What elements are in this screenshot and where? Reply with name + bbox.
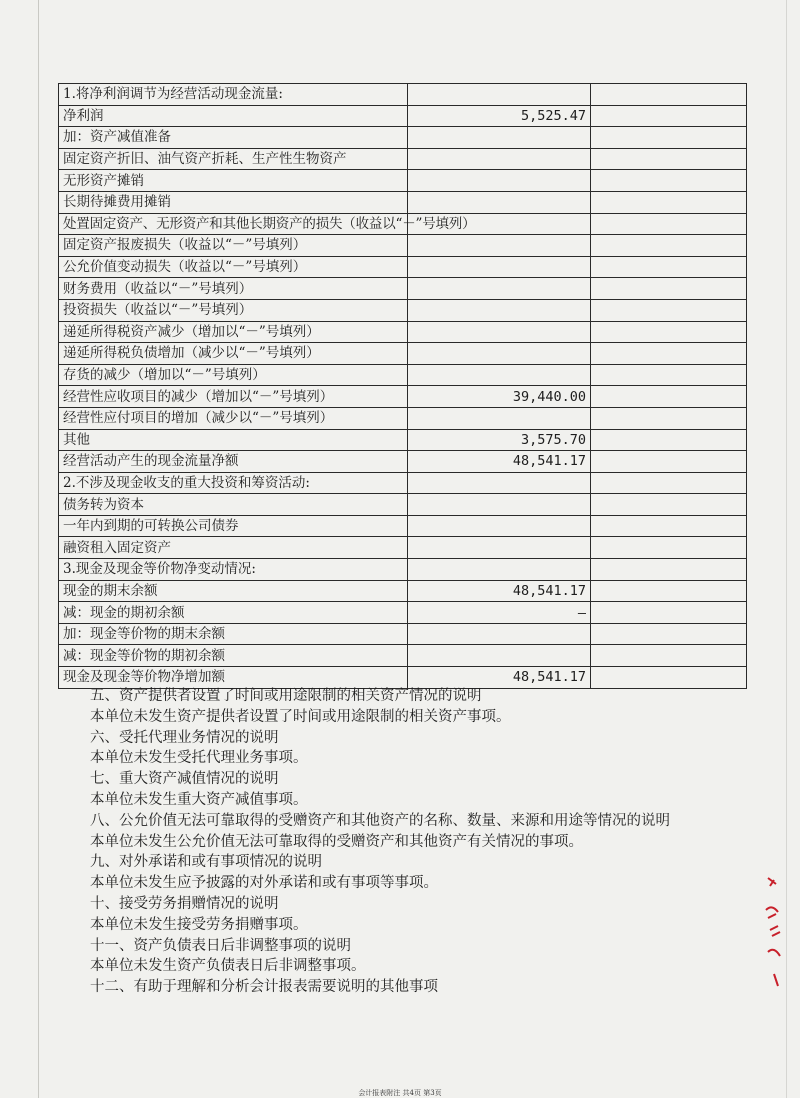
- note-line: 本单位未发生应予披露的对外承诺和或有事项等事项。: [90, 875, 438, 892]
- note-line: 本单位未发生接受劳务捐赠事项。: [90, 916, 308, 933]
- row-label: 加：资产减值准备: [59, 127, 408, 149]
- row-amount: [408, 170, 591, 192]
- note-line: 六、受托代理业务情况的说明: [90, 729, 279, 746]
- row-extra: [591, 148, 747, 170]
- note-line: 七、重大资产减值情况的说明: [90, 771, 279, 788]
- row-label: 投资损失（收益以“－”号填列）: [59, 299, 408, 321]
- row-label: 递延所得税负债增加（减少以“－”号填列）: [59, 343, 408, 365]
- table-row: [59, 127, 747, 149]
- row-extra: [591, 515, 747, 537]
- note-line: 本单位未发生受托代理业务事项。: [90, 750, 308, 767]
- row-label: 一年内到期的可转换公司债券: [59, 515, 408, 537]
- note-line: 本单位未发生资产负债表日后非调整事项。: [90, 958, 366, 975]
- row-extra: [591, 278, 747, 300]
- table-row: [59, 321, 747, 343]
- table-row: [59, 235, 747, 257]
- row-label: 债务转为资本: [59, 494, 408, 516]
- row-label: 经营性应收项目的减少（增加以“－”号填列）: [59, 386, 408, 408]
- row-label: 固定资产折旧、油气资产折耗、生产性生物资产: [59, 148, 408, 170]
- row-label: 加：现金等价物的期末余额: [59, 623, 408, 645]
- row-amount: [408, 191, 591, 213]
- row-extra: [591, 364, 747, 386]
- row-label: 其他: [59, 429, 408, 451]
- row-label: 2.不涉及现金收支的重大投资和筹资活动:: [59, 472, 408, 494]
- table-row: [59, 429, 747, 451]
- row-label: 减：现金的期初余额: [59, 602, 408, 624]
- row-extra: [591, 602, 747, 624]
- table-row: [59, 515, 747, 537]
- row-amount: [408, 559, 591, 581]
- table-row: [59, 299, 747, 321]
- row-amount: 48,541.17: [408, 580, 591, 602]
- row-amount: [408, 515, 591, 537]
- notes-section: [90, 686, 750, 998]
- row-amount: [408, 299, 591, 321]
- table-row: [59, 645, 747, 667]
- row-label: 处置固定资产、无形资产和其他长期资产的损失（收益以“－”号填列）: [59, 213, 408, 235]
- table-row: [59, 559, 747, 581]
- note-line: 本单位未发生资产提供者设置了时间或用途限制的相关资产事项。: [90, 708, 511, 725]
- row-extra: [591, 472, 747, 494]
- row-label: 公允价值变动损失（收益以“－”号填列）: [59, 256, 408, 278]
- table-row: [59, 256, 747, 278]
- row-label: 递延所得税资产减少（增加以“－”号填列）: [59, 321, 408, 343]
- row-extra: [591, 580, 747, 602]
- row-label: 净利润: [59, 105, 408, 127]
- table-row: [59, 191, 747, 213]
- table-row: [59, 407, 747, 429]
- row-label: 现金的期末余额: [59, 580, 408, 602]
- row-label: 无形资产摊销: [59, 170, 408, 192]
- row-amount: [408, 645, 591, 667]
- row-amount: 5,525.47: [408, 105, 591, 127]
- table-row: [59, 343, 747, 365]
- row-amount: [408, 343, 591, 365]
- row-amount: [408, 278, 591, 300]
- row-amount: [408, 537, 591, 559]
- table-row: [59, 451, 747, 473]
- row-label: 固定资产报废损失（收益以“－”号填列）: [59, 235, 408, 257]
- table-row: [59, 105, 747, 127]
- row-amount: 48,541.17: [408, 451, 591, 473]
- table-row: [59, 278, 747, 300]
- row-extra: [591, 235, 747, 257]
- row-label: 经营性应付项目的增加（减少以“－”号填列）: [59, 407, 408, 429]
- row-label: 1.将净利润调节为经营活动现金流量:: [59, 84, 408, 106]
- note-line: 八、公允价值无法可靠取得的受赠资产和其他资产的名称、数量、来源和用途等情况的说明: [90, 812, 670, 829]
- row-amount: [408, 407, 591, 429]
- row-extra: [591, 559, 747, 581]
- row-amount: [408, 256, 591, 278]
- row-amount: [408, 623, 591, 645]
- table-row: [59, 213, 747, 235]
- row-amount: [408, 494, 591, 516]
- table-row: [59, 170, 747, 192]
- red-seal-fragment: [762, 870, 792, 990]
- row-amount: [408, 472, 591, 494]
- note-line: 五、资产提供者设置了时间或用途限制的相关资产情况的说明: [90, 688, 482, 704]
- row-extra: [591, 667, 747, 689]
- row-amount: [408, 127, 591, 149]
- row-extra: [591, 386, 747, 408]
- row-extra: [591, 191, 747, 213]
- table-row: [59, 580, 747, 602]
- row-extra: [591, 537, 747, 559]
- row-extra: [591, 256, 747, 278]
- row-label: 减：现金等价物的期初余额: [59, 645, 408, 667]
- row-label: 财务费用（收益以“－”号填列）: [59, 278, 408, 300]
- note-line: 十二、有助于理解和分析会计报表需要说明的其他事项: [90, 979, 438, 996]
- row-extra: [591, 494, 747, 516]
- table-row: [59, 667, 747, 689]
- row-amount: —: [408, 602, 591, 624]
- row-extra: [591, 343, 747, 365]
- table-row: [59, 386, 747, 408]
- row-label: 经营活动产生的现金流量净额: [59, 451, 408, 473]
- cash-flow-table-body: [59, 84, 747, 689]
- table-row: [59, 537, 747, 559]
- row-amount: [408, 321, 591, 343]
- row-extra: [591, 429, 747, 451]
- row-label: 长期待摊费用摊销: [59, 191, 408, 213]
- row-amount: [408, 148, 591, 170]
- row-label: 存货的减少（增加以“－”号填列）: [59, 364, 408, 386]
- table-row: [59, 364, 747, 386]
- row-amount: [408, 84, 591, 106]
- cash-flow-table: [58, 83, 747, 689]
- row-extra: [591, 407, 747, 429]
- row-extra: [591, 84, 747, 106]
- row-label: 现金及现金等价物净增加额: [59, 667, 408, 689]
- page-left-edge: [38, 0, 39, 1098]
- table-row: [59, 602, 747, 624]
- note-line: 九、对外承诺和或有事项情况的说明: [90, 854, 322, 871]
- row-extra: [591, 321, 747, 343]
- row-extra: [591, 105, 747, 127]
- row-extra: [591, 645, 747, 667]
- row-amount: [408, 364, 591, 386]
- row-extra: [591, 451, 747, 473]
- row-extra: [591, 213, 747, 235]
- row-label: 融资租入固定资产: [59, 537, 408, 559]
- row-extra: [591, 623, 747, 645]
- note-line: 十一、资产负债表日后非调整事项的说明: [90, 937, 351, 954]
- table-row: [59, 623, 747, 645]
- note-line: 本单位未发生重大资产减值事项。: [90, 791, 308, 808]
- row-amount: 39,440.00: [408, 386, 591, 408]
- row-amount: [408, 235, 591, 257]
- row-amount: 48,541.17: [408, 667, 591, 689]
- row-extra: [591, 127, 747, 149]
- row-amount: 3,575.70: [408, 429, 591, 451]
- table-row: [59, 148, 747, 170]
- row-extra: [591, 170, 747, 192]
- table-row: [59, 472, 747, 494]
- note-line: 本单位未发生公允价值无法可靠取得的受赠资产和其他资产有关情况的事项。: [90, 833, 583, 850]
- page-footer: 会计报表附注 共4页 第3页: [358, 1089, 442, 1097]
- table-row: [59, 494, 747, 516]
- note-line: 十、接受劳务捐赠情况的说明: [90, 895, 279, 912]
- row-extra: [591, 299, 747, 321]
- table-row: [59, 84, 747, 106]
- row-label: 3.现金及现金等价物净变动情况:: [59, 559, 408, 581]
